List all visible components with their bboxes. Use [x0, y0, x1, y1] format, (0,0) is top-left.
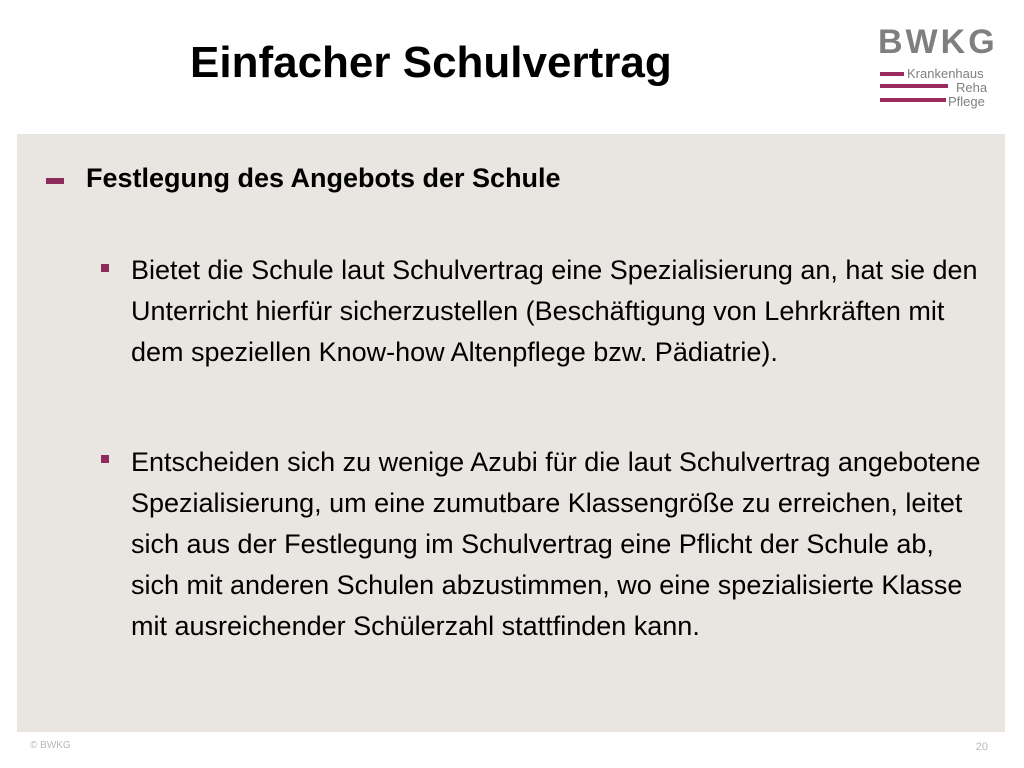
bwkg-logo [876, 22, 996, 114]
section-heading: Festlegung des Angebots der Schule [86, 163, 561, 193]
square-bullet-icon [101, 264, 109, 272]
logo-stripe-1 [880, 72, 904, 76]
logo-text-krankenhaus: Krankenhaus [907, 66, 984, 81]
slide-title: Einfacher Schulvertrag [190, 38, 672, 87]
logo-wordmark: BWKG [878, 23, 998, 61]
logo-text-pflege: Pflege [948, 94, 985, 109]
page-number: 20 [975, 741, 988, 753]
logo-text-reha: Reha [956, 80, 988, 95]
bullet-text-2: Entscheiden sich zu wenige Azubi für die laut Schulvertrag angebotene Spezialisierung, um eine zumutbare Klassengröße zu erreichen, leitet sich aus der Festlegung im Schulvertrag eine Pflicht der Schule ab, sich mit anderen Schulen abzustimmen, wo eine spezialisierte Klasse mit ausreichender Schülerzahl stattfinden kann. [131, 447, 981, 641]
logo-stripe-2 [880, 84, 948, 88]
dash-bullet-icon [46, 178, 64, 184]
logo-stripe-3 [880, 98, 946, 102]
square-bullet-icon [101, 455, 109, 463]
bullet-text-1: Bietet die Schule laut Schulvertrag eine Spezialisierung an, hat sie den Unterricht hierfür sicherzustellen (Beschäftigung von Lehrkräften mit dem speziellen Know-how Altenpflege bzw. Pädiatrie). [131, 255, 978, 367]
footer-copyright: © BWKG [30, 740, 71, 751]
